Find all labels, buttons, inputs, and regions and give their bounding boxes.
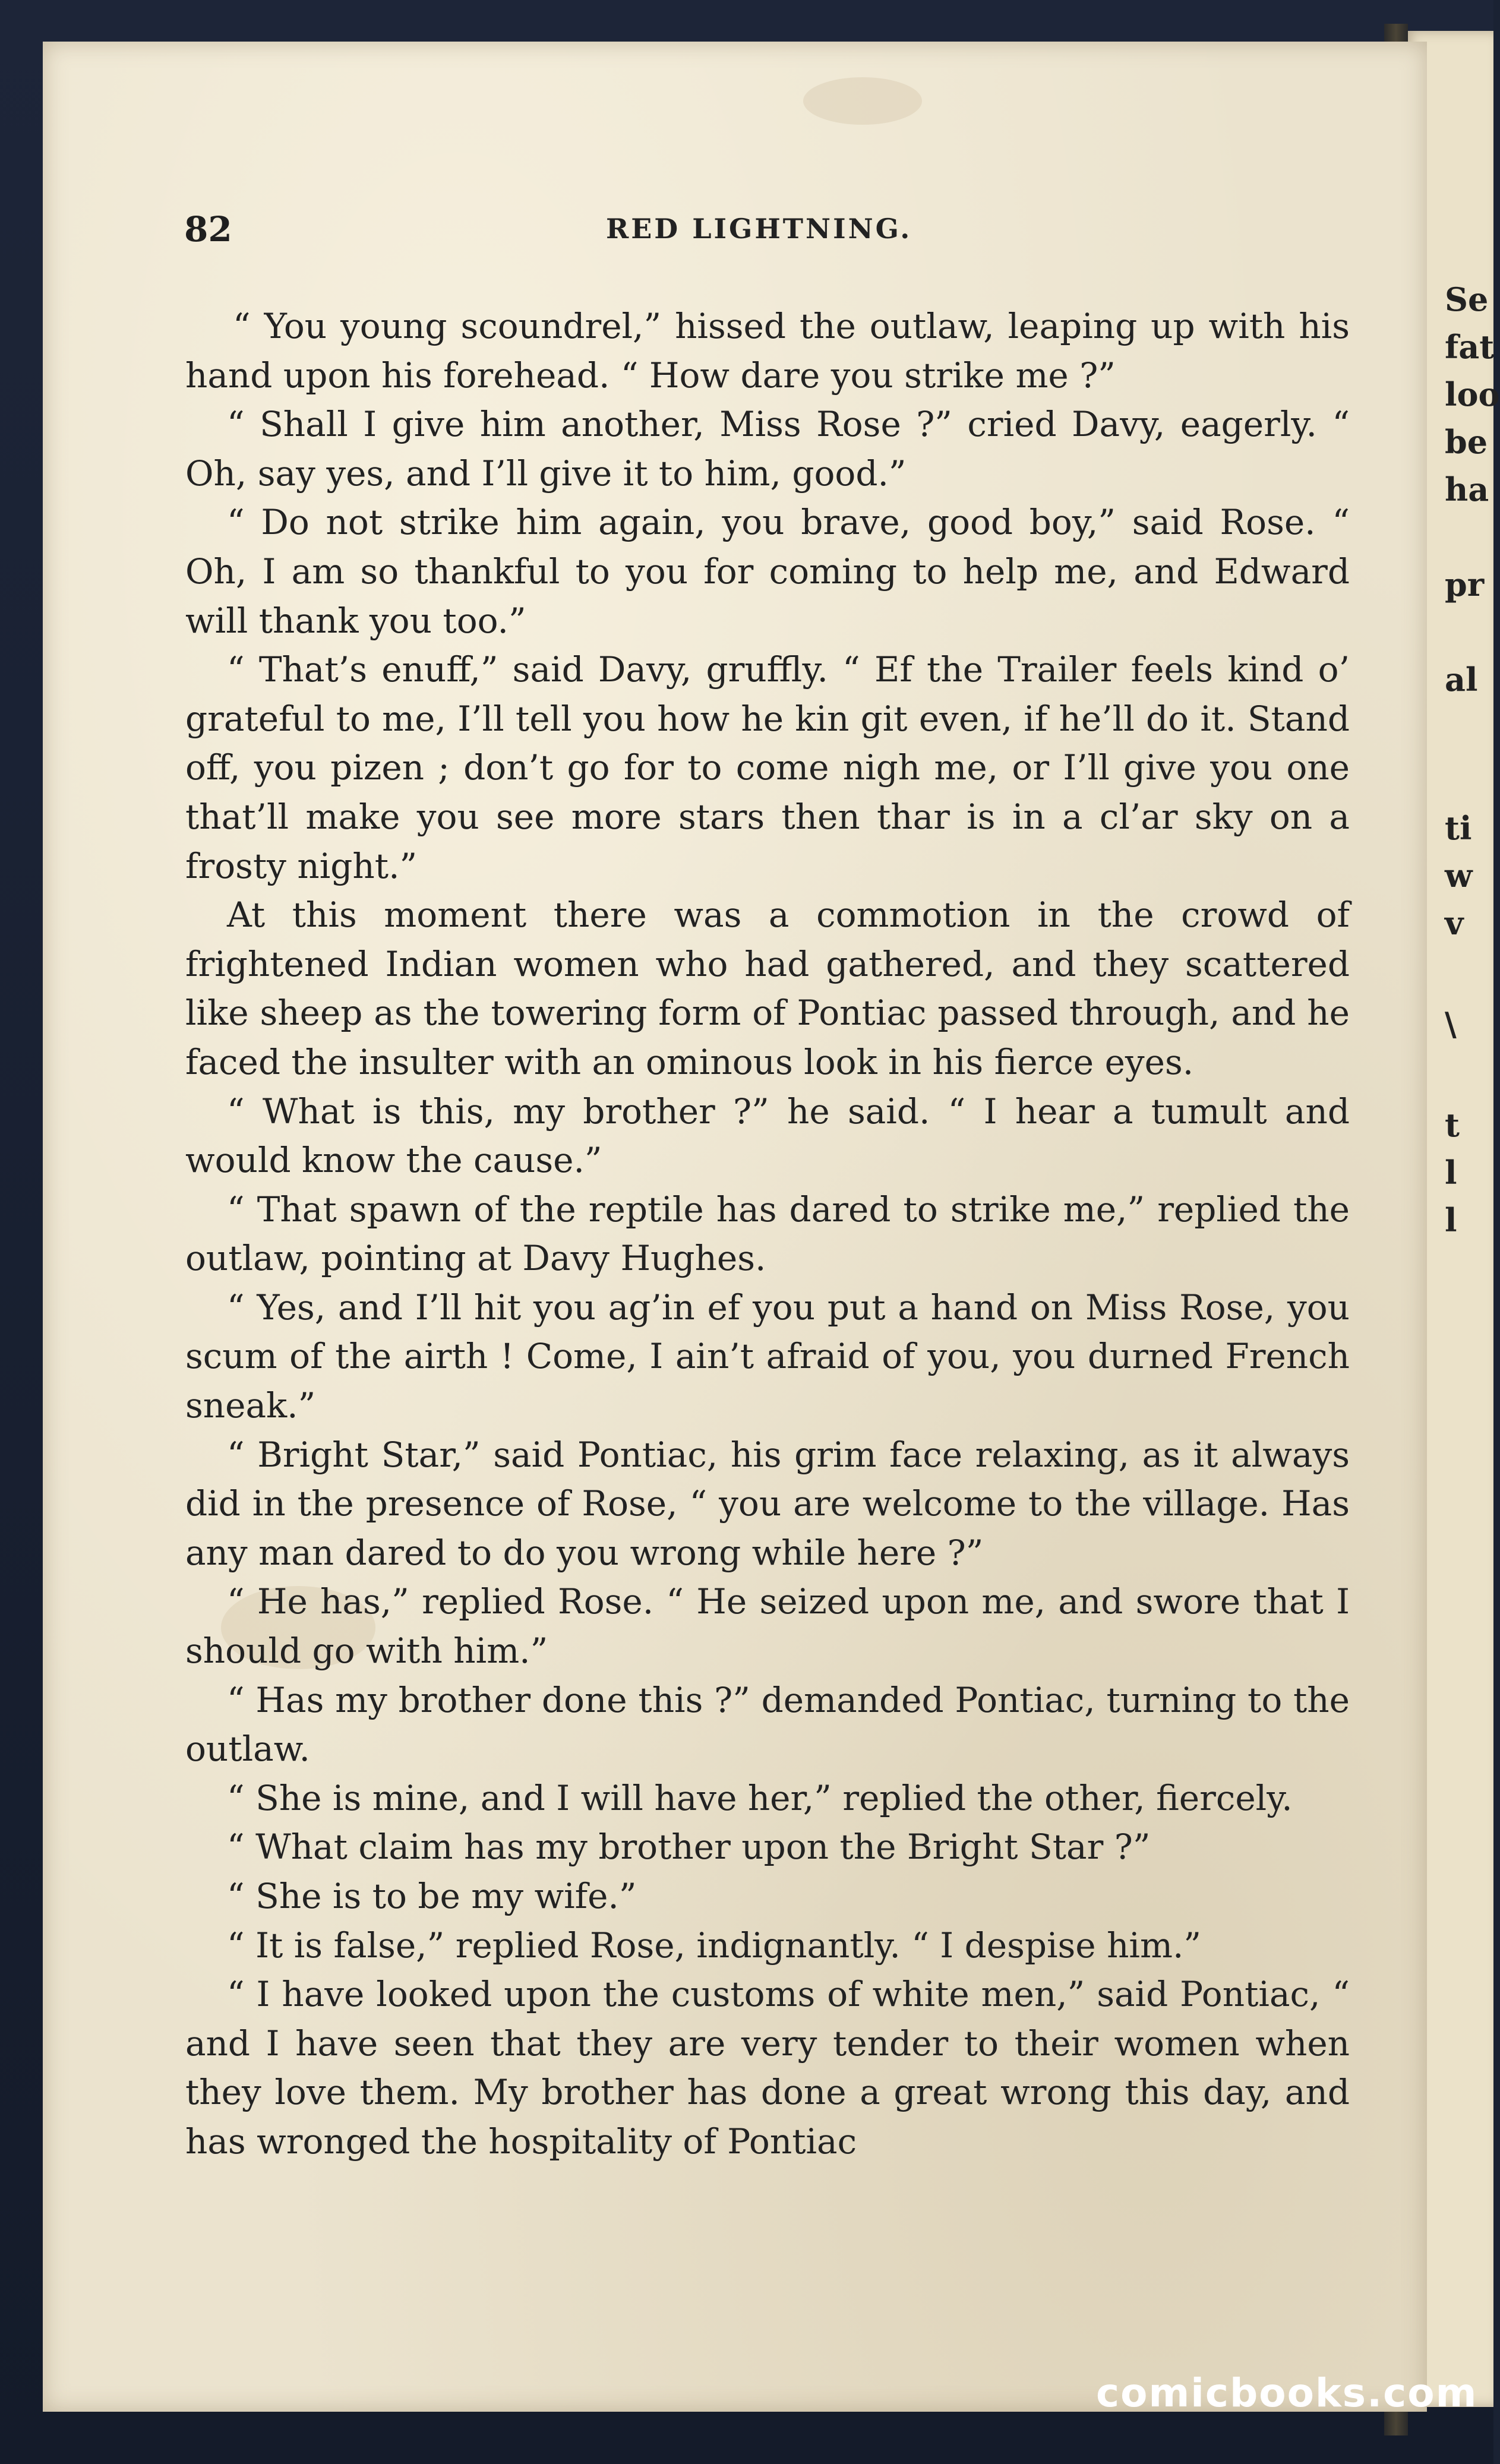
page-header — [184, 209, 1343, 257]
site-watermark: comicbooks.com — [1096, 2370, 1478, 2416]
facing-fragment: loo — [1445, 375, 1500, 413]
paragraph: “ Bright Star,” said Pontiac, his grim face relaxing, as it always did in the presence of Rose, “ you are welcome to the village. Has any man dared to do you wrong while here ?” — [185, 1434, 1350, 1573]
body-text — [185, 302, 1350, 2166]
paragraph: “ It is false,” replied Rose, indignantly. “ I despise him.” — [227, 1925, 1202, 1966]
facing-fragment: ha — [1445, 470, 1489, 508]
facing-fragment: \ — [1445, 1005, 1457, 1043]
paragraph: “ That spawn of the reptile has dared to strike me,” replied the outlaw, pointing at Davy Hughes. — [185, 1189, 1350, 1279]
paragraph: “ Has my brother done this ?” demanded Pontiac, turning to the outlaw. — [185, 1679, 1350, 1770]
paper-stain — [803, 77, 922, 125]
facing-fragment: pr — [1445, 566, 1485, 604]
paragraph: “ He has,” replied Rose. “ He seized upon me, and swore that I should go with him.” — [185, 1581, 1350, 1672]
facing-fragment: Se — [1445, 280, 1489, 318]
paragraph: “ What claim has my brother upon the Bright Star ?” — [227, 1827, 1151, 1868]
facing-fragment: al — [1445, 661, 1478, 699]
paragraph: “ She is to be my wife.” — [227, 1876, 637, 1916]
paragraph: “ That’s enuff,” said Davy, gruffly. “ Ef the Trailer feels kind o’ grateful to me, I’ll tell you how he kin git even, if he’ll do it. Stand off, you pizen ; don’t go for to come nigh me, or I’ll give you one that’ll make you see more stars then thar is in a cl’ar sky on a frosty night.” — [185, 649, 1350, 886]
facing-fragment: l — [1445, 1201, 1457, 1239]
facing-fragment: be — [1445, 423, 1488, 461]
running-head: RED LIGHTNING. — [606, 213, 912, 245]
facing-fragment: t — [1445, 1106, 1460, 1144]
paragraph: “ She is mine, and I will have her,” replied the other, fiercely. — [227, 1777, 1293, 1818]
paragraph: “ Shall I give him another, Miss Rose ?” cried Davy, eagerly. “ Oh, say yes, and I’ll give it to him, good.” — [185, 404, 1350, 494]
page-number: 82 — [184, 209, 232, 249]
facing-fragment: ti — [1445, 809, 1472, 847]
paragraph: “ You young scoundrel,” hissed the outlaw, leaping up with his hand upon his forehead. “ How dare you strike me ?” — [185, 306, 1350, 396]
paragraph: “ I have looked upon the customs of white men,” said Pontiac, “ and I have seen that they are very tender to their women when they love them. My brother has done a great wrong this day, and has wronged the hospitality of Pontiac — [185, 1974, 1350, 2162]
facing-fragment: w — [1445, 857, 1473, 895]
facing-fragment: l — [1445, 1154, 1457, 1192]
facing-fragment: v — [1445, 904, 1464, 942]
paragraph: “ Do not strike him again, you brave, good boy,” said Rose. “ Oh, I am so thankful to you for coming to help me, and Edward will thank you too.” — [185, 502, 1350, 641]
paragraph: “ Yes, and I’ll hit you ag’in ef you put a hand on Miss Rose, you scum of the airth ! Come, I ain’t afraid of you, you durned French sneak.” — [185, 1287, 1350, 1426]
paragraph: “ What is this, my brother ?” he said. “ I hear a tumult and would know the cause.” — [185, 1091, 1350, 1181]
paragraph: At this moment there was a commotion in the crowd of frightened Indian women who had gathered, and they scattered like sheep as the towering form of Pontiac passed through, and he faced the insulter with an ominous look in his fierce eyes. — [185, 895, 1350, 1082]
facing-fragment: fat — [1445, 328, 1495, 366]
